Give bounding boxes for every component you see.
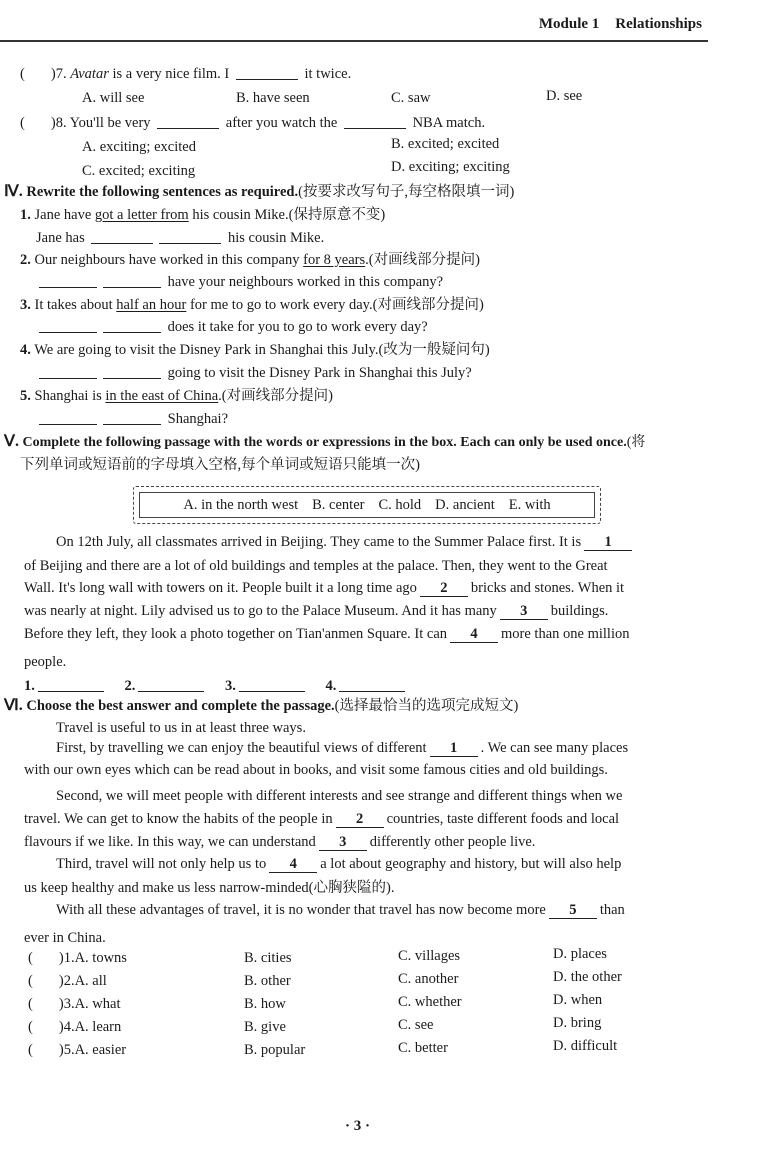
passage-text: On 12th July, all classmates arrived in Beijing. They came to the Summer Palace first. It is <box>56 534 582 550</box>
section-5-heading <box>4 432 645 453</box>
option-c: C. whether <box>398 994 462 1010</box>
answer-number: 2. <box>124 678 136 694</box>
passage-line: with our own eyes which can be read about in books, and visit some famous cities and old buildings. <box>24 762 608 778</box>
underlined-part: got a letter from <box>94 207 189 223</box>
section-5-heading-cont: 下列单词或短语前的字母填入空格,每个单词或短语只能填一次) <box>20 457 420 473</box>
item-text: . <box>365 252 369 268</box>
passage-text: With all these advantages of travel, it is no wonder that travel has now become more <box>56 902 546 918</box>
option-d: D. bring <box>553 1015 602 1031</box>
item-number: 1. <box>20 207 31 223</box>
rewrite-item-1 <box>20 205 385 225</box>
rewrite-item-5 <box>20 386 333 406</box>
answer-paren-close: ) <box>58 1042 64 1058</box>
passage-text: was nearly at night. Lily advised us to go to the Palace Museum. And it has many <box>24 603 497 619</box>
passage-text: . We can see many places <box>480 740 629 756</box>
passage-line <box>24 601 608 621</box>
option-d: D. difficult <box>553 1038 618 1054</box>
blank[interactable] <box>103 318 161 333</box>
rewrite-answer-1 <box>36 228 324 248</box>
answer-number: 4. <box>325 678 337 694</box>
stem-text: NBA match. <box>412 115 486 131</box>
passage-text: buildings. <box>550 603 609 619</box>
item-text: Jane have <box>34 207 95 223</box>
passage-line: of Beijing and there are a lot of old buildings and temples at the palace. Then, they went to the Great <box>24 558 608 574</box>
stem-text: it twice. <box>304 66 352 82</box>
passage-text: countries, taste different foods and local <box>386 811 620 827</box>
answer-number: 1. <box>24 678 35 694</box>
option-a: A. easier <box>74 1042 127 1058</box>
passage-line: us keep healthy and make us less narrow-minded(心胸狭隘的). <box>24 880 395 896</box>
blank[interactable] <box>39 410 97 425</box>
rewrite-answer-5 <box>36 409 228 429</box>
blank[interactable] <box>39 318 97 333</box>
answer-line <box>24 676 408 696</box>
passage-text: differently other people live. <box>369 834 536 850</box>
item-text: We are going to visit the Disney Park in Shanghai this July. <box>34 342 379 358</box>
module-title: Relationships <box>615 16 702 32</box>
option-b: B. excited; excited <box>391 136 500 152</box>
passage-line: Travel is useful to us in at least three ways. <box>56 720 306 736</box>
question-number: 2. <box>63 973 75 989</box>
section-title: Choose the best answer and complete the passage. <box>26 698 335 714</box>
passage-blank[interactable]: 2 <box>420 580 468 597</box>
option-c: C. better <box>398 1040 448 1056</box>
question-4 <box>28 1017 121 1037</box>
answer-text: his cousin Mike. <box>227 230 325 246</box>
question-5 <box>28 1040 126 1060</box>
section-6-heading <box>4 696 518 716</box>
passage-text: First, by travelling we can enjoy the beautiful views of different <box>56 740 427 756</box>
answer-paren-open: ( <box>28 996 33 1012</box>
blank[interactable] <box>157 114 219 129</box>
option-c: C. saw <box>391 90 431 106</box>
answer-text: going to visit the Disney Park in Shanghai this July? <box>167 365 472 381</box>
answer-paren-close: ) <box>58 973 64 989</box>
blank[interactable] <box>91 229 153 244</box>
passage-text: bricks and stones. When it <box>470 580 625 596</box>
word-option-a: A. in the north west <box>183 496 299 513</box>
answer-paren-close: ) <box>58 1019 64 1035</box>
passage-line: Second, we will meet people with different interests and see strange and different things when we <box>56 788 623 804</box>
page-number: · 3 · <box>345 1118 371 1134</box>
passage-line <box>56 532 635 552</box>
answer-number: 3. <box>225 678 236 694</box>
word-option-d: D. ancient <box>435 496 495 513</box>
question-number: 3. <box>63 996 75 1012</box>
section-numeral: Ⅴ. <box>4 433 19 450</box>
question-3 <box>28 994 120 1014</box>
answer-paren-close: ) <box>58 996 64 1012</box>
section-title-cn: (选择最恰当的选项完成短文) <box>334 698 519 714</box>
option-b: B. have seen <box>236 90 310 106</box>
running-header <box>539 16 702 33</box>
question-7 <box>20 64 351 84</box>
item-instruction: (对画线部分提问) <box>368 252 480 268</box>
section-numeral: Ⅵ. <box>4 697 23 714</box>
passage-blank[interactable]: 1 <box>430 740 478 757</box>
answer-paren-open: ( <box>20 115 25 131</box>
rewrite-answer-3 <box>36 317 428 337</box>
blank[interactable] <box>339 677 405 692</box>
blank[interactable] <box>344 114 406 129</box>
option-d: D. places <box>553 946 607 962</box>
blank[interactable] <box>159 229 221 244</box>
item-instruction: (改为一般疑问句) <box>378 342 490 358</box>
passage-line <box>24 809 619 829</box>
option-b: B. give <box>244 1019 286 1035</box>
item-instruction: (对画线部分提问) <box>221 388 333 404</box>
answer-text: Shanghai? <box>167 411 229 427</box>
passage-line <box>56 854 621 874</box>
blank[interactable] <box>138 677 204 692</box>
item-text: It takes about <box>34 297 117 313</box>
rewrite-item-2 <box>20 250 480 270</box>
item-text: for me to go to work every day. <box>186 297 373 313</box>
blank[interactable] <box>39 364 97 379</box>
question-number: 4. <box>63 1019 75 1035</box>
passage-blank[interactable]: 3 <box>319 834 367 851</box>
option-c: C. excited; exciting <box>82 163 196 179</box>
rewrite-answer-4 <box>36 363 472 383</box>
blank[interactable] <box>103 410 161 425</box>
passage-line <box>24 832 535 852</box>
option-c: C. see <box>398 1017 434 1033</box>
section-title: Complete the following passage with the words or expressions in the box. Each can only be used once. <box>22 435 627 450</box>
question-1 <box>28 948 127 968</box>
option-d: D. the other <box>553 969 622 985</box>
passage-blank[interactable]: 3 <box>500 603 548 620</box>
stem-text: You'll be very <box>69 115 151 131</box>
option-a: A. all <box>74 973 107 989</box>
item-text: Shanghai is <box>34 388 106 404</box>
option-b: B. other <box>244 973 291 989</box>
passage-line: people. <box>24 654 67 670</box>
passage-text: more than one million <box>501 626 630 642</box>
header-rule <box>0 40 708 42</box>
passage-blank[interactable]: 2 <box>336 811 384 828</box>
underlined-part: half an hour <box>116 297 187 313</box>
answer-paren-open: ( <box>28 1042 33 1058</box>
answer-paren-open: ( <box>28 1019 33 1035</box>
option-d: D. when <box>553 992 603 1008</box>
answer-text: have your neighbours worked in this company? <box>167 274 444 290</box>
section-title-cn: (将 <box>626 435 646 450</box>
passage-blank[interactable]: 4 <box>269 856 317 873</box>
word-option-c: C. hold <box>378 496 422 513</box>
passage-text: Third, travel will not only help us to <box>56 856 267 872</box>
option-b: B. popular <box>244 1042 306 1058</box>
passage-text: a lot about geography and history, but will also help <box>320 856 622 872</box>
word-option-b: B. center <box>312 496 365 513</box>
section-title: Rewrite the following sentences as required. <box>26 184 299 200</box>
passage-blank[interactable]: 1 <box>584 534 632 551</box>
blank[interactable] <box>39 273 97 288</box>
question-number: 8. <box>55 115 67 131</box>
answer-text: Jane has <box>36 230 85 246</box>
stem-text: is a very nice film. I <box>108 66 230 82</box>
question-number: 1. <box>63 950 75 966</box>
passage-line <box>56 738 628 758</box>
item-number: 2. <box>20 252 31 268</box>
word-box-inner <box>139 492 595 518</box>
option-d: D. exciting; exciting <box>391 159 510 175</box>
film-title: Avatar <box>70 66 109 82</box>
word-option-e: E. with <box>508 496 551 513</box>
item-instruction: (保持原意不变) <box>288 207 386 223</box>
passage-line: ever in China. <box>24 930 106 946</box>
passage-text: Wall. It's long wall with towers on it. People built it a long time ago <box>24 580 417 596</box>
passage-text: Before they left, they look a photo together on Tian'anmen Square. It can <box>24 626 448 642</box>
answer-paren-open: ( <box>20 66 25 82</box>
rewrite-answer-2 <box>36 272 443 292</box>
question-2 <box>28 971 107 991</box>
answer-paren-close: ) <box>58 950 64 966</box>
blank[interactable] <box>103 364 161 379</box>
option-a: A. exciting; excited <box>82 139 196 155</box>
answer-paren-close: ) <box>50 66 56 82</box>
blank[interactable] <box>103 273 161 288</box>
answer-paren-open: ( <box>28 950 33 966</box>
blank[interactable] <box>236 65 298 80</box>
stem-text: after you watch the <box>225 115 338 131</box>
passage-text: travel. We can get to know the habits of the people in <box>24 811 333 827</box>
passage-blank[interactable]: 4 <box>450 626 498 643</box>
item-number: 4. <box>20 342 31 358</box>
passage-text: than <box>599 902 625 918</box>
section-numeral: Ⅳ. <box>4 183 23 200</box>
passage-blank[interactable]: 5 <box>549 902 597 919</box>
section-4-heading <box>4 182 514 202</box>
option-b: B. cities <box>244 950 292 966</box>
item-instruction: (对画线部分提问) <box>372 297 484 313</box>
word-box <box>133 486 601 524</box>
passage-text: flavours if we like. In this way, we can understand <box>24 834 316 850</box>
item-number: 3. <box>20 297 31 313</box>
option-a: A. will see <box>82 90 145 106</box>
answer-text: does it take for you to go to work every day? <box>167 319 428 335</box>
passage-line <box>24 578 624 598</box>
blank[interactable] <box>239 677 305 692</box>
question-number: 5. <box>63 1042 75 1058</box>
option-c: C. villages <box>398 948 461 964</box>
item-text: his cousin Mike. <box>188 207 289 223</box>
passage-line <box>56 900 625 920</box>
option-b: B. how <box>244 996 286 1012</box>
question-8 <box>20 113 485 133</box>
underlined-part: for 8 years <box>303 252 366 268</box>
option-c: C. another <box>398 971 459 987</box>
section-title-cn: (按要求改写句子,每空格限填一词) <box>298 184 515 200</box>
rewrite-item-4 <box>20 340 490 360</box>
answer-paren-close: ) <box>50 115 56 131</box>
underlined-part: in the east of China <box>105 388 219 404</box>
rewrite-item-3 <box>20 295 484 315</box>
question-number: 7. <box>55 66 67 82</box>
option-a: A. towns <box>74 950 127 966</box>
answer-paren-open: ( <box>28 973 33 989</box>
item-text: . <box>218 388 222 404</box>
item-number: 5. <box>20 388 31 404</box>
blank[interactable] <box>38 677 104 692</box>
passage-line <box>24 624 629 644</box>
item-text: Our neighbours have worked in this company <box>34 252 304 268</box>
option-a: A. learn <box>74 1019 122 1035</box>
option-d: D. see <box>546 88 583 104</box>
option-a: A. what <box>74 996 121 1012</box>
module-label: Module 1 <box>538 16 600 32</box>
